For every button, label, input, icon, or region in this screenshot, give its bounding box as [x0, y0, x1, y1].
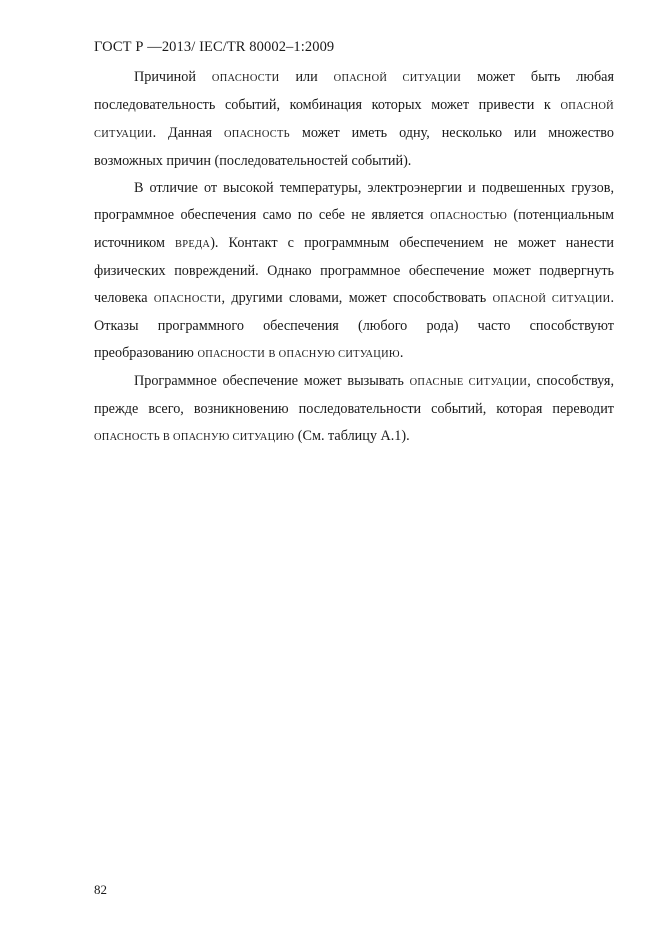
page-number: 82 — [94, 882, 107, 897]
smallcaps-term: ОПАСНОСТЬ — [223, 129, 290, 140]
smallcaps-term: В ОПАСНУЮ СИТУАЦИЮ — [268, 349, 400, 360]
text-run: ). Контакт с программным обеспечением не может нанести физических повреждений. Однако программное обеспечение может подвергнуть человека — [94, 235, 614, 306]
smallcaps-term: ОПАСНОСТЬЮ — [430, 211, 508, 222]
smallcaps-term: ОПАСНОЙ СИТУАЦИИ — [94, 101, 614, 140]
smallcaps-term: ОПАСНОЙ СИТУАЦИИ — [333, 73, 462, 84]
smallcaps-term: ОПАСНОСТИ — [153, 294, 222, 305]
document-header — [94, 39, 334, 56]
smallcaps-term: ОПАСНЫЕ СИТУАЦИИ — [409, 377, 528, 388]
text-run: . Отказы программного обеспечения (любого рода) часто способствуют преобразованию — [94, 290, 614, 361]
text-run: В отличие от высокой температуры, электроэнергии и подвешенных грузов, программное обеспечения само по себе не является — [94, 180, 614, 223]
smallcaps-term: ОПАСНОСТЬ В ОПАСНУЮ СИТУАЦИЮ — [94, 432, 295, 443]
text-run: может быть любая последовательность событий, комбинация которых может привести к — [94, 69, 614, 113]
standard-designation: ГОСТ Р —2013/ IEC/TR 80002–1:2009 — [94, 39, 335, 55]
smallcaps-term: ОПАСНОСТИ — [197, 349, 265, 360]
text-run: может иметь одну, несколько или множество возможных причин (последовательностей событий). — [94, 125, 614, 169]
text-run: . — [399, 345, 404, 361]
paragraph — [94, 64, 614, 175]
text-run: , способствуя, прежде всего, возникновению последовательности событий, которая переводит — [94, 373, 614, 417]
text-run: Причиной — [134, 69, 212, 85]
smallcaps-term: ВРЕДА — [175, 239, 211, 250]
text-run: или — [279, 69, 334, 85]
smallcaps-term: ОПАСНОСТИ — [211, 73, 280, 84]
text-run: (См. таблицу А.1). — [294, 428, 410, 444]
text-run: Программное обеспечение может вызывать — [134, 373, 410, 389]
text-run: , другими словами, может способствовать — [221, 290, 493, 306]
smallcaps-term: ОПАСНОЙ СИТУАЦИИ — [492, 294, 611, 305]
text-run: (потенциальным источником — [94, 207, 614, 251]
paragraph — [94, 368, 614, 451]
document-body — [94, 64, 614, 451]
text-run: . Данная — [152, 125, 224, 141]
paragraph — [94, 175, 614, 368]
